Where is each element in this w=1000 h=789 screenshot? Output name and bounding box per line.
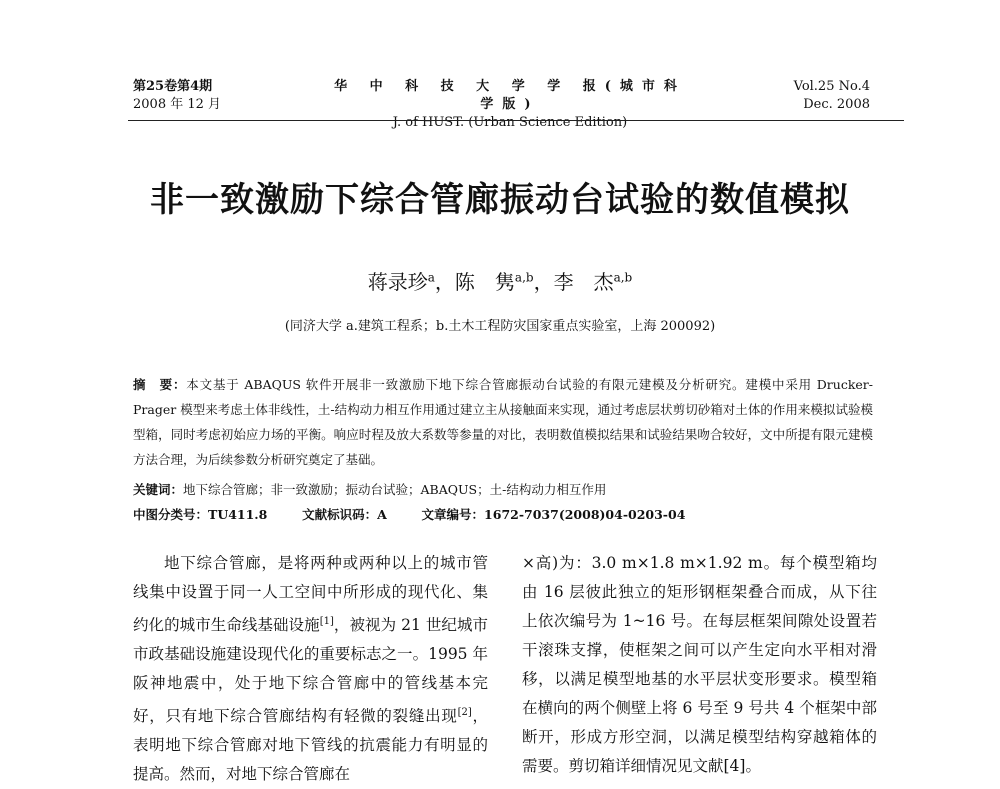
article-no-label: 文章编号： bbox=[421, 507, 485, 522]
clc-label: 中图分类号： bbox=[133, 507, 209, 522]
volume-en: Vol.25 No.4 bbox=[793, 79, 870, 94]
doc-code-label: 文献标识码： bbox=[302, 507, 378, 522]
date-en: Dec. 2008 bbox=[803, 97, 870, 112]
volume-cn: 第25卷第4期 bbox=[133, 79, 213, 94]
author-affil-mark: a,b bbox=[514, 270, 534, 285]
abstract-text: 本文基于 ABAQUS 软件开展非一致激励下地下综合管廊振动台试验的有限元建模及分析研究。建模中采用 Drucker-Prager 模型来考虑土体非线性，土-结构动力相互作用通过建立主从接触面来实现，通过考虑层状剪切砂箱对土体的作用来模拟试验模型箱，同时考虑初始应力场的平衡。响应时程及放大系数等参量的对比，表明数值模拟结果和试验结果吻合较好，文中所提有限元建模方法合理，为后续参数分析研究奠定了基础。 bbox=[133, 377, 873, 467]
doc-code-value: A bbox=[377, 507, 387, 522]
header-left bbox=[133, 78, 221, 114]
paper-title: 非一致激励下综合管廊振动台试验的数值模拟 bbox=[150, 180, 850, 220]
journal-name-cn: 华 中 科 技 大 学 学 报(城市科学版) bbox=[334, 79, 686, 112]
affiliation: (同济大学 a.建筑工程系；b.土木工程防灾国家重点实验室，上海 200092) bbox=[284, 319, 716, 334]
journal-name-en: J. of HUST. (Urban Science Edition) bbox=[392, 115, 628, 130]
header-right bbox=[794, 78, 870, 114]
author-affil-mark: a bbox=[427, 270, 435, 285]
abstract bbox=[133, 372, 873, 472]
author-name: 李 杰 bbox=[553, 270, 614, 294]
article-no-value: 1672-7037(2008)04-0203-04 bbox=[484, 507, 686, 522]
author-name: 蒋录珍 bbox=[367, 270, 428, 294]
author-list: 蒋录珍$^a$，陈 隽$^{a,b}$，李 杰$^{a,b}$ bbox=[367, 270, 633, 294]
body-paragraph bbox=[133, 549, 488, 789]
citation-ref: [1] bbox=[319, 616, 334, 627]
clc-value: TU411.8 bbox=[208, 507, 268, 522]
date-cn: 2008 年 12 月 bbox=[133, 97, 222, 112]
author-name: 陈 隽 bbox=[454, 270, 515, 294]
author-affil-mark: a,b bbox=[613, 270, 633, 285]
keywords-text: 地下综合管廊；非一致激励；振动台试验；ABAQUS；土-结构动力相互作用 bbox=[183, 482, 607, 497]
citation-ref: [2] bbox=[457, 707, 472, 719]
body-column-right bbox=[522, 549, 877, 781]
header-rule bbox=[128, 120, 904, 121]
keywords bbox=[133, 477, 873, 502]
classification-line bbox=[133, 502, 873, 527]
keywords-label: 关键词： bbox=[133, 482, 184, 497]
body-paragraph: ×高)为：3.0 m×1.8 m×1.92 m。每个模型箱均由 16 层彼此独立的矩形钢框架叠合而成，从下往上依次编号为 1~16 号。在每层框架间隙处设置若干滚珠支撑，使框架之间可以产生定向水平相对滑移，以满足模型地基的水平层状变形要求。模型箱在横向的两个侧壁上将 6 号至 9 号共 4 个框架中部断开，形成方形空洞，以满足模型结构穿越箱体的需要。剪切箱详细情况见文献[4]。 bbox=[522, 554, 877, 775]
body-text: 地下综合管廊，是将两种或两种以上的城市管线集中设置于同一人工空间中所形成的现代化、集约化的城市生命线基础设施 bbox=[133, 554, 488, 635]
body-text: ，被视为 21 世纪城市市政基础设施建设现代化的重要标志之一。1995 年阪神地震中，处于地下综合管廊中的管线基本完好，只有地下综合管廊结构有轻微的裂缝出现 bbox=[133, 616, 488, 726]
header-center bbox=[330, 78, 690, 132]
body-text: ，表明地下综合管廊对地下管线的抗震能力有明显的提高。然而，对地下综合管廊在 bbox=[133, 707, 488, 784]
abstract-label: 摘 要： bbox=[133, 377, 187, 392]
body-column-left bbox=[133, 549, 488, 789]
